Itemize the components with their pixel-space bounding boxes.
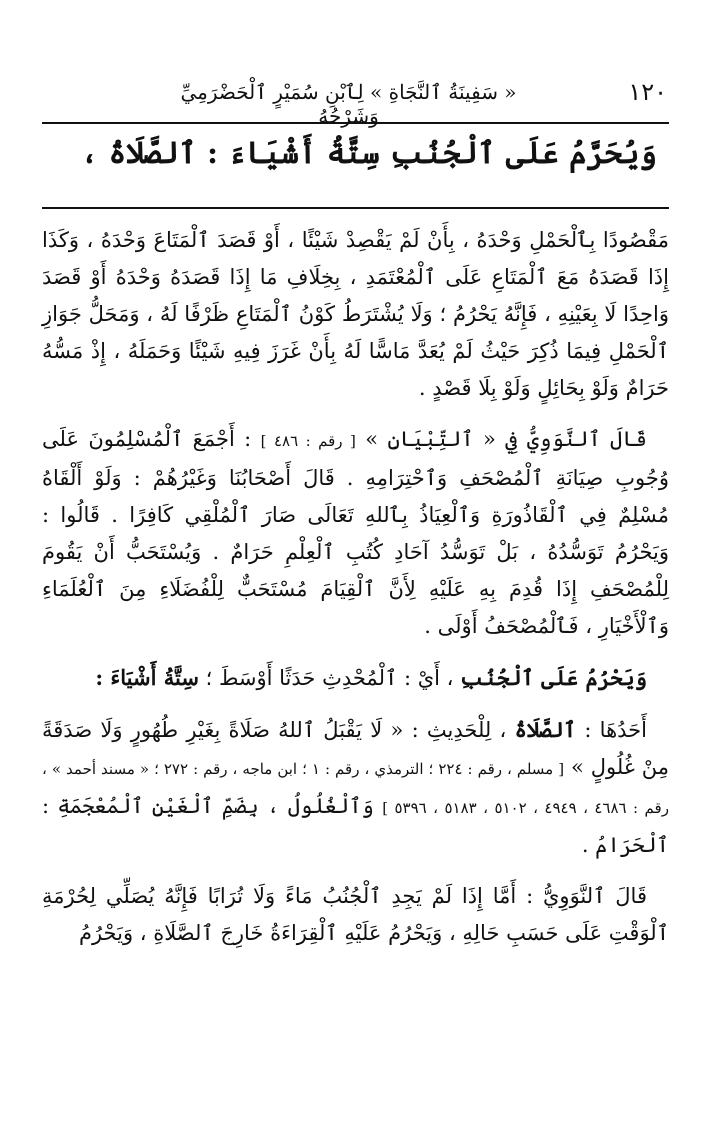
page-header <box>40 78 667 128</box>
matn-quote-count: سِتَّةُ أَشْيَاءَ : <box>95 665 199 690</box>
page-number: ١٢٠ <box>628 78 667 106</box>
paragraph-2 <box>42 421 669 645</box>
paragraph-2-lead: قَالَ ٱلنَّوَوِيُّ فِي « ٱلتِّبْيَانِ » <box>365 427 647 451</box>
running-title: « سَفِينَةُ ٱلنَّجَاةِ » لِٱبْنِ سُمَيْرٍ ٱلْحَضْرَمِيِّ وَشَرْحُهُ <box>180 80 517 128</box>
paragraph-4-lead: أَحَدُهَا : <box>584 718 647 742</box>
hadith-text: ، لِلْحَدِيثِ : « لَا يَقْبَلُ ٱللهُ صَلَاةً بِغَيْرِ طُهُورٍ وَلَا صَدَقَةً مِنْ غُلُولٍ » <box>42 718 670 779</box>
paragraph-3 <box>42 659 669 697</box>
paragraph-5: قَالَ ٱلنَّوَوِيُّ : أَمَّا إِذَا لَمْ يَجِدِ ٱلْجُنُبُ مَاءً وَلَا تُرَابًا فَإِنَّهُ يُصَلِّي لِحُرْمَةِ ٱلْوَقْتِ عَلَى حَسَبِ حَالِهِ ، وَيَحْرُمُ عَلَيْهِ ٱلْقِرَاءَةُ خَارِجَ ٱلصَّلَاةِ ، وَيَحْرُمُ <box>42 884 669 945</box>
matn-divider <box>42 207 669 209</box>
matn-text: وَيُحَرَّمُ عَلَى ٱلْجُنُبِ سِتَّةُ أَشْيَاءَ : ٱلصَّلَاةُ ، <box>80 136 657 171</box>
reference-tibyan: [ رقم : ٤٨٦ ] <box>260 432 356 450</box>
ghulul-definition: وَٱلْغُلُولُ ، بِضَمِّ ٱلْغَيْنِ ٱلْمُعْجَمَةِ : ٱلْحَرَامُ . <box>42 794 669 857</box>
paragraph-1: مَقْصُودًا بِٱلْحَمْلِ وَحْدَهُ ، بِأَنْ لَمْ يَقْصِدْ شَيْئًا ، أَوْ قَصَدَ ٱلْمَتَاعَ وَحْدَهُ ، وَكَذَا إِذَا قَصَدَهُ مَعَ ٱلْمَتَاعِ عَلَى ٱلْمُعْتَمَدِ ، بِخِلَافِ مَا إِذَا قَصَدَهُ وَحْدَهُ أَوْ قَصَدَ وَاحِدًا لَا بِعَيْنِهِ ، فَإِنَّهُ يَحْرُمُ ؛ وَلَا يُشْتَرَطُ كَوْنُ ٱلْمَتَاعِ ظَرْفًا لَهُ ، وَمَحَلُّ جَوَازِ ٱلْحَمْلِ فِيمَا ذُكِرَ حَيْثُ لَمْ يُعَدَّ مَاسًّا لَهُ بِأَنْ غَرَزَ فِيهِ شَيْئًا وَحَمَلَهُ ، إِذْ مَسُّهُ حَرَامٌ وَلَوْ بِحَائِلٍ وَلَوْ بِلَا قَصْدٍ . <box>42 228 669 400</box>
paragraph-2-text: : أَجْمَعَ ٱلْمُسْلِمُونَ عَلَى وُجُوبِ صِيَانَةِ ٱلْمُصْحَفِ وَٱحْتِرَامِهِ . قَالَ أَصْحَابُنَا وَغَيْرُهُمْ : وَلَوْ أَلْقَاهُ مُسْلِمٌ فِي ٱلْقَاذُورَةِ وَٱلْعِيَاذُ بِٱللهِ تَعَالَى صَارَ ٱلْمُلْقِي كَافِرًا . قَالُوا : وَيَحْرُمُ تَوَسُّدُهُ ، بَلْ تَوَسُّدُ آحَادِ كُتُبِ ٱلْعِلْمِ حَرَامٌ . وَيُسْتَحَبُّ أَنْ يَقُومَ لِلْمُصْحَفِ إِذَا قُدِمَ بِهِ عَلَيْهِ لِأَنَّ ٱلْقِيَامَ مُسْتَحَبٌّ لِلْفُضَلَاءِ مِنَ ٱلْعُلَمَاءِ وَٱلْأَخْيَارِ ، فَٱلْمُصْحَفُ أَوْلَى . <box>42 427 669 638</box>
paragraph-4 <box>42 711 669 864</box>
commentary-body <box>42 222 669 966</box>
matn-quote: وَيَحْرُمُ عَلَى ٱلْجُنُبِ <box>460 665 647 690</box>
paragraph-3-explanation: ، أَيْ : ٱلْمُحْدِثِ حَدَثًا أَوْسَطَ ؛ <box>205 666 454 690</box>
hadith-references: [ مسلم ، رقم : ٢٢٤ ؛ الترمذي ، رقم : ١ ؛ ابن ماجه ، رقم : ٢٧٢ ؛ « مسند أحمد » ، رقم : ٤٦٨٦ ، ٤٩٤٩ ، ٥١٠٢ ، ٥١٨٣ ، ٥٣٩٦ ] <box>42 760 669 817</box>
header-rule <box>42 122 669 124</box>
matn-quote-salah: ٱلصَّلَاةُ <box>514 717 577 742</box>
